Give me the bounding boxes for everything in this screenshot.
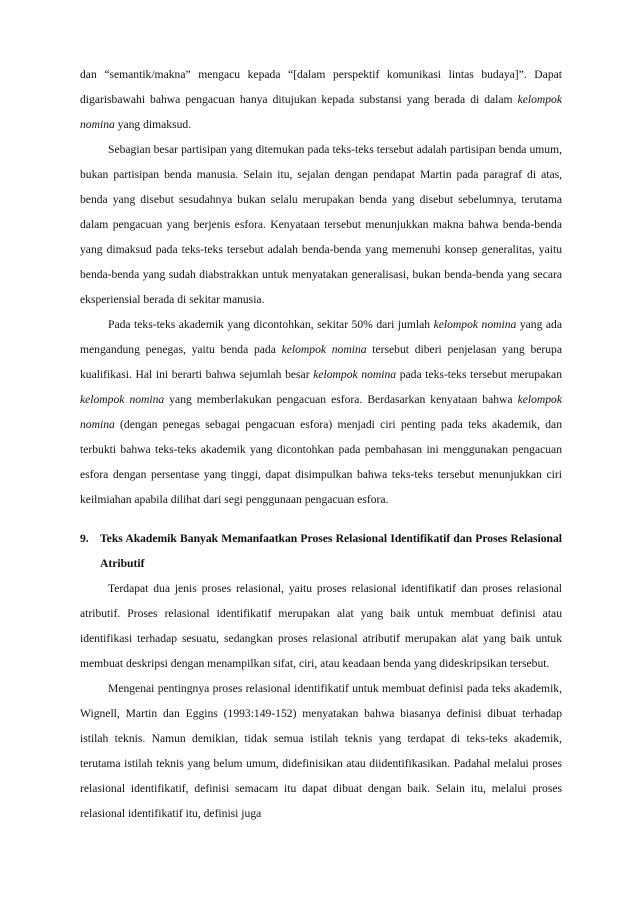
section-number: 9.: [80, 532, 89, 545]
paragraph-5: Mengenai pentingnya proses relasional identifikatif untuk membuat definisi pada teks akademik, Wignell, Martin dan Eggins (1993:149-152) menyatakan bahwa biasanya definisi dibuat terhadap istilah teknis. Namun demikian, tidak semua istilah teknis yang terdapat di teks-teks akademik, terutama istilah teknis yang belum umum, didefinisikan atau diidentifikasikan. Padahal melalui proses relasional identifikatif, definisi semacam itu dapat dibuat dengan baik. Selain itu, melalui proses relasional identifikatif itu, definisi juga: [80, 682, 562, 820]
document-page: [80, 62, 562, 826]
paragraph-2: Sebagian besar partisipan yang ditemukan pada teks-teks tersebut adalah partisipan benda umum, bukan partisipan benda manusia. Selain itu, sejalan dengan pendapat Martin pada paragraf di atas, benda yang disebut sesudahnya bukan selalu merupakan benda yang disebut sebelumnya, terutama dalam pengacuan yang berjenis esfora. Kenyataan tersebut menunjukkan makna bahwa benda-benda yang dimaksud pada teks-teks tersebut adalah benda-benda yang memenuhi konsep generalitas, yaitu benda-benda yang sudah diabstrakkan untuk menyatakan generalisasi, bukan benda-benda yang secara eksperiensial berada di sekitar manusia.: [80, 143, 562, 306]
paragraph-4: Terdapat dua jenis proses relasional, yaitu proses relasional identifikatif dan proses relasional atributif. Proses relasional identifikatif merupakan alat yang baik untuk membuat definisi atau identifikasi terhadap sesuatu, sedangkan proses relasional atributif merupakan alat yang baik untuk membuat deskripsi dengan menampilkan sifat, ciri, atau keadaan benda yang dideskripsikan tersebut.: [80, 582, 562, 670]
paragraph-3: Pada teks-teks akademik yang dicontohkan, sekitar 50% dari jumlah kelompok nomina yang ada mengandung penegas, yaitu benda pada kelompok nomina tersebut diberi penjelasan yang berupa kualifikasi. Hal ini berarti bahwa sejumlah besar kelompok nomina pada teks-teks tersebut merupakan kelompok nomina yang memberlakukan pengacuan esfora. Berdasarkan kenyataan bahwa kelompok nomina (dengan penegas sebagai pengacuan esfora) menjadi ciri penting pada teks akademik, dan terbukti bahwa teks-teks akademik yang dicontohkan pada pembahasan ini menggunakan pengacuan esfora dengan persentase yang tinggi, dapat disimpulkan bahwa teks-teks tersebut menunjukkan ciri keilmiahan apabila dilihat dari segi penggunaan pengacuan esfora.: [80, 318, 563, 506]
paragraph-1: dan “semantik/makna” mengacu kepada “[dalam perspektif komunikasi lintas budaya]”. Dapat digarisbawahi bahwa pengacuan hanya ditujukan kepada substansi yang berada di dalam kelompok nomina yang dimaksud.: [80, 68, 562, 131]
section-title: Teks Akademik Banyak Memanfaatkan Proses Relasional Identifikatif dan Proses Relasional Atributif: [100, 532, 562, 570]
section-heading: [80, 526, 562, 576]
